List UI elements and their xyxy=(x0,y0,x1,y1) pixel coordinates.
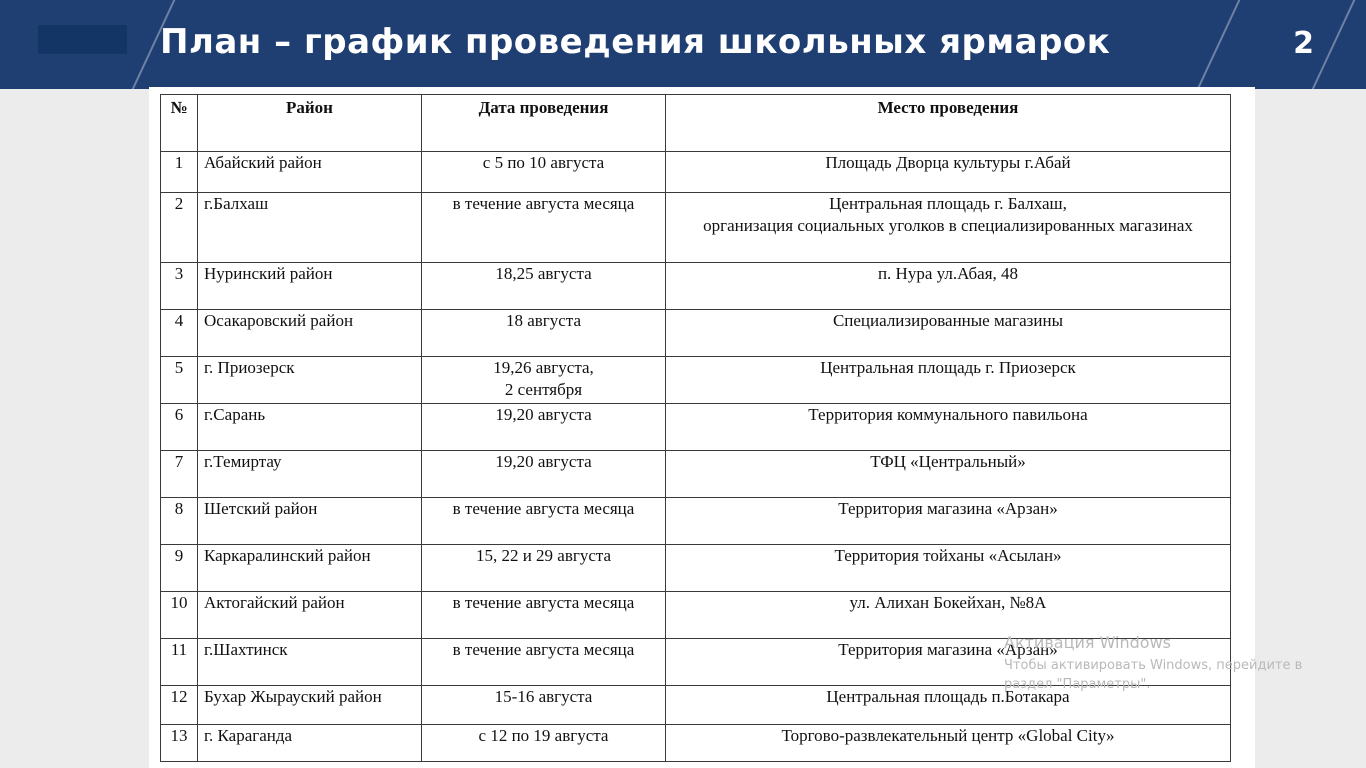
row-district: Каркаралинский район xyxy=(198,545,422,592)
header-district: Район xyxy=(198,95,422,152)
row-place: Центральная площадь п.Ботакара xyxy=(666,686,1231,725)
row-place: ТФЦ «Центральный» xyxy=(666,451,1231,498)
row-date: в течение августа месяца xyxy=(422,193,666,263)
row-place: Территория тойханы «Асылан» xyxy=(666,545,1231,592)
header-date: Дата проведения xyxy=(422,95,666,152)
table-row xyxy=(161,545,1231,592)
row-number: 9 xyxy=(161,545,198,592)
row-place: Территория магазина «Арзан» xyxy=(666,639,1231,686)
table-row xyxy=(161,357,1231,404)
table-row xyxy=(161,498,1231,545)
row-date: с 12 по 19 августа xyxy=(422,725,666,762)
header-place: Место проведения xyxy=(666,95,1231,152)
row-district: Нуринский район xyxy=(198,263,422,310)
row-number: 13 xyxy=(161,725,198,762)
row-date: 15, 22 и 29 августа xyxy=(422,545,666,592)
row-place: п. Нура ул.Абая, 48 xyxy=(666,263,1231,310)
row-place: Территория магазина «Арзан» xyxy=(666,498,1231,545)
table-row xyxy=(161,263,1231,310)
row-district: Абайский район xyxy=(198,152,422,193)
row-number: 10 xyxy=(161,592,198,639)
row-district: г.Темиртау xyxy=(198,451,422,498)
row-date: 19,20 августа xyxy=(422,451,666,498)
row-date: с 5 по 10 августа xyxy=(422,152,666,193)
row-number: 12 xyxy=(161,686,198,725)
row-district: Осакаровский район xyxy=(198,310,422,357)
table-row xyxy=(161,152,1231,193)
row-date: 19,26 августа, 2 сентября xyxy=(422,357,666,404)
row-number: 7 xyxy=(161,451,198,498)
row-number: 4 xyxy=(161,310,198,357)
table-row xyxy=(161,592,1231,639)
row-district: Шетский район xyxy=(198,498,422,545)
table-row xyxy=(161,310,1231,357)
row-number: 11 xyxy=(161,639,198,686)
row-district: г. Караганда xyxy=(198,725,422,762)
slide-title: План – график проведения школьных ярмарок xyxy=(160,22,1111,62)
row-place: Площадь Дворца культуры г.Абай xyxy=(666,152,1231,193)
row-number: 8 xyxy=(161,498,198,545)
content-panel xyxy=(149,87,1255,768)
header-accent-block xyxy=(38,25,127,54)
table-row xyxy=(161,725,1231,762)
row-date: в течение августа месяца xyxy=(422,498,666,545)
row-date: в течение августа месяца xyxy=(422,592,666,639)
row-district: г.Сарань xyxy=(198,404,422,451)
page-number: 2 xyxy=(1293,26,1314,61)
row-date: 19,20 августа xyxy=(422,404,666,451)
row-number: 2 xyxy=(161,193,198,263)
row-district: Бухар Жырауский район xyxy=(198,686,422,725)
table-row xyxy=(161,451,1231,498)
slide-header xyxy=(0,0,1366,89)
watermark-title: Активация Windows xyxy=(1004,633,1171,652)
fair-schedule-table xyxy=(160,94,1231,762)
row-district: г.Шахтинск xyxy=(198,639,422,686)
table-row xyxy=(161,686,1231,725)
row-number: 5 xyxy=(161,357,198,404)
row-district: г.Балхаш xyxy=(198,193,422,263)
table-row xyxy=(161,639,1231,686)
table-row xyxy=(161,193,1231,263)
row-place: ул. Алихан Бокейхан, №8А xyxy=(666,592,1231,639)
watermark-subtitle: Чтобы активировать Windows, перейдите в раздел "Параметры". xyxy=(1004,658,1303,692)
row-date: 18 августа xyxy=(422,310,666,357)
row-date: 15-16 августа xyxy=(422,686,666,725)
table-row xyxy=(161,404,1231,451)
row-date: 18,25 августа xyxy=(422,263,666,310)
row-place: Специализированные магазины xyxy=(666,310,1231,357)
row-district: г. Приозерск xyxy=(198,357,422,404)
row-place: Территория коммунального павильона xyxy=(666,404,1231,451)
row-place: Торгово-развлекательный центр «Global City» xyxy=(666,725,1231,762)
row-number: 3 xyxy=(161,263,198,310)
row-number: 6 xyxy=(161,404,198,451)
row-place: Центральная площадь г. Приозерск xyxy=(666,357,1231,404)
header-number: № xyxy=(161,95,198,152)
row-district: Актогайский район xyxy=(198,592,422,639)
table-header-row xyxy=(161,95,1231,152)
row-place: Центральная площадь г. Балхаш, организация социальных уголков в специализированных магазинах xyxy=(666,193,1231,263)
row-number: 1 xyxy=(161,152,198,193)
header-stripe-decoration xyxy=(1190,0,1243,89)
row-date: в течение августа месяца xyxy=(422,639,666,686)
